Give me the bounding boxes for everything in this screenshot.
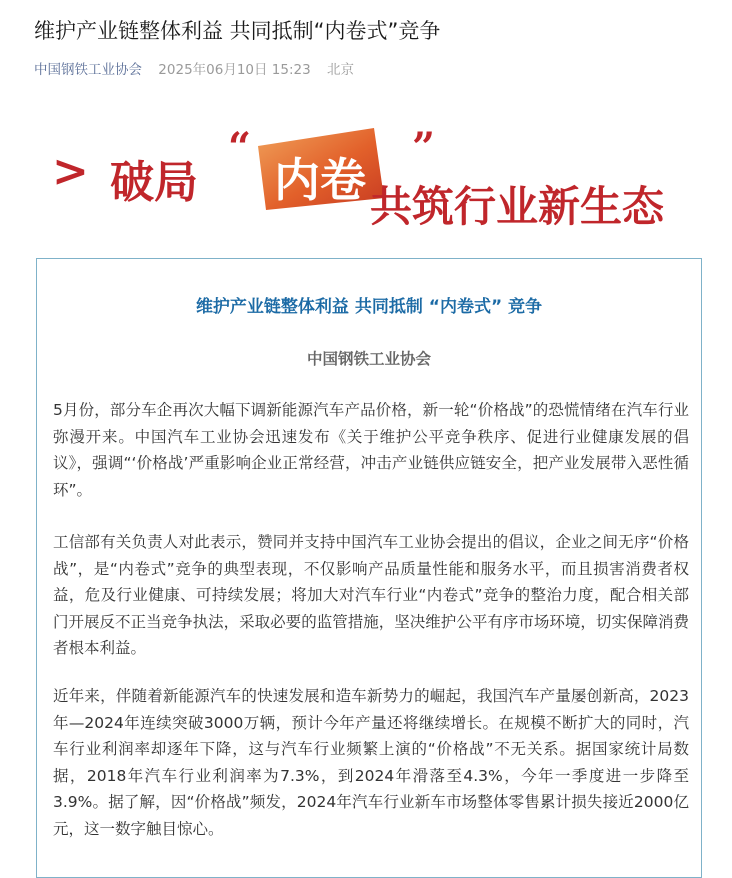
card-title: 维护产业链整体利益 共同抵制 “内卷式” 竞争 (195, 297, 543, 317)
paragraph-3: 近年来，伴随着新能源汽车的快速发展和造车新势力的崛起，我国汽车产量屡创新高，2023年—2024年连续突破3000万辆，预计今年产量还将继续增长。在规模不断扩大的同时，汽车行业利润率却逐年下降，这与汽车行业频繁上演的“价格战”不无关系。据国家统计局数据，2018年汽车行业利润率为7.3%，到2024年滑落至4.3%，今年一季度进一步降至3.9%。据了解，因“价格战”频发，2024年汽车行业新车市场整体零售累计损失接近2000亿元，这一数字触目惊心。 (53, 687, 689, 838)
banner-subtitle: 共筑行业新生态 (370, 182, 665, 231)
paragraph-1: 5月份，部分车企再次大幅下调新能源汽车产品价格，新一轮“价格战”的恐慌情绪在汽车行业弥漫开来。中国汽车工业协会迅速发布《关于维护公平竞争秩序、促进行业健康发展的倡议》，强调“‘价格战’严重影响企业正常经营，冲击产业链供应链安全，把产业发展带入恶性循环”。 (53, 401, 689, 499)
article-card (36, 258, 702, 878)
banner-open-quote: “ (228, 124, 252, 171)
banner-part1: 破局 (110, 157, 198, 208)
card-org: 中国钢铁工业协会 (306, 350, 431, 368)
paragraph-2: 工信部有关负责人对此表示，赞同并支持中国汽车工业协会提出的倡议，企业之间无序“价格战”，是“内卷式”竞争的典型表现，不仅影响产品质量性能和服务水平，而且损害消费者权益，危及行业健康、可持续发展；将加大对汽车行业“内卷式”竞争的整治力度，配合相关部门开展反不正当竞争执法，采取必要的监管措施，坚决维护公平有序市场环境，切实保障消费者根本利益。 (53, 533, 689, 657)
article-meta (34, 60, 354, 80)
article-title: 维护产业链整体利益 共同抵制“内卷式”竞争 (34, 19, 441, 43)
account-name-link[interactable]: 中国钢铁工业协会 (34, 62, 142, 78)
banner-highlight-text: 内卷 (274, 153, 366, 207)
publish-location: 北京 (327, 62, 355, 78)
header-banner-image (52, 124, 680, 231)
banner-arrow: > (52, 146, 89, 197)
publish-time: 2025年06月10日 15:23 (158, 62, 311, 78)
banner-close-quote: ” (412, 124, 436, 171)
